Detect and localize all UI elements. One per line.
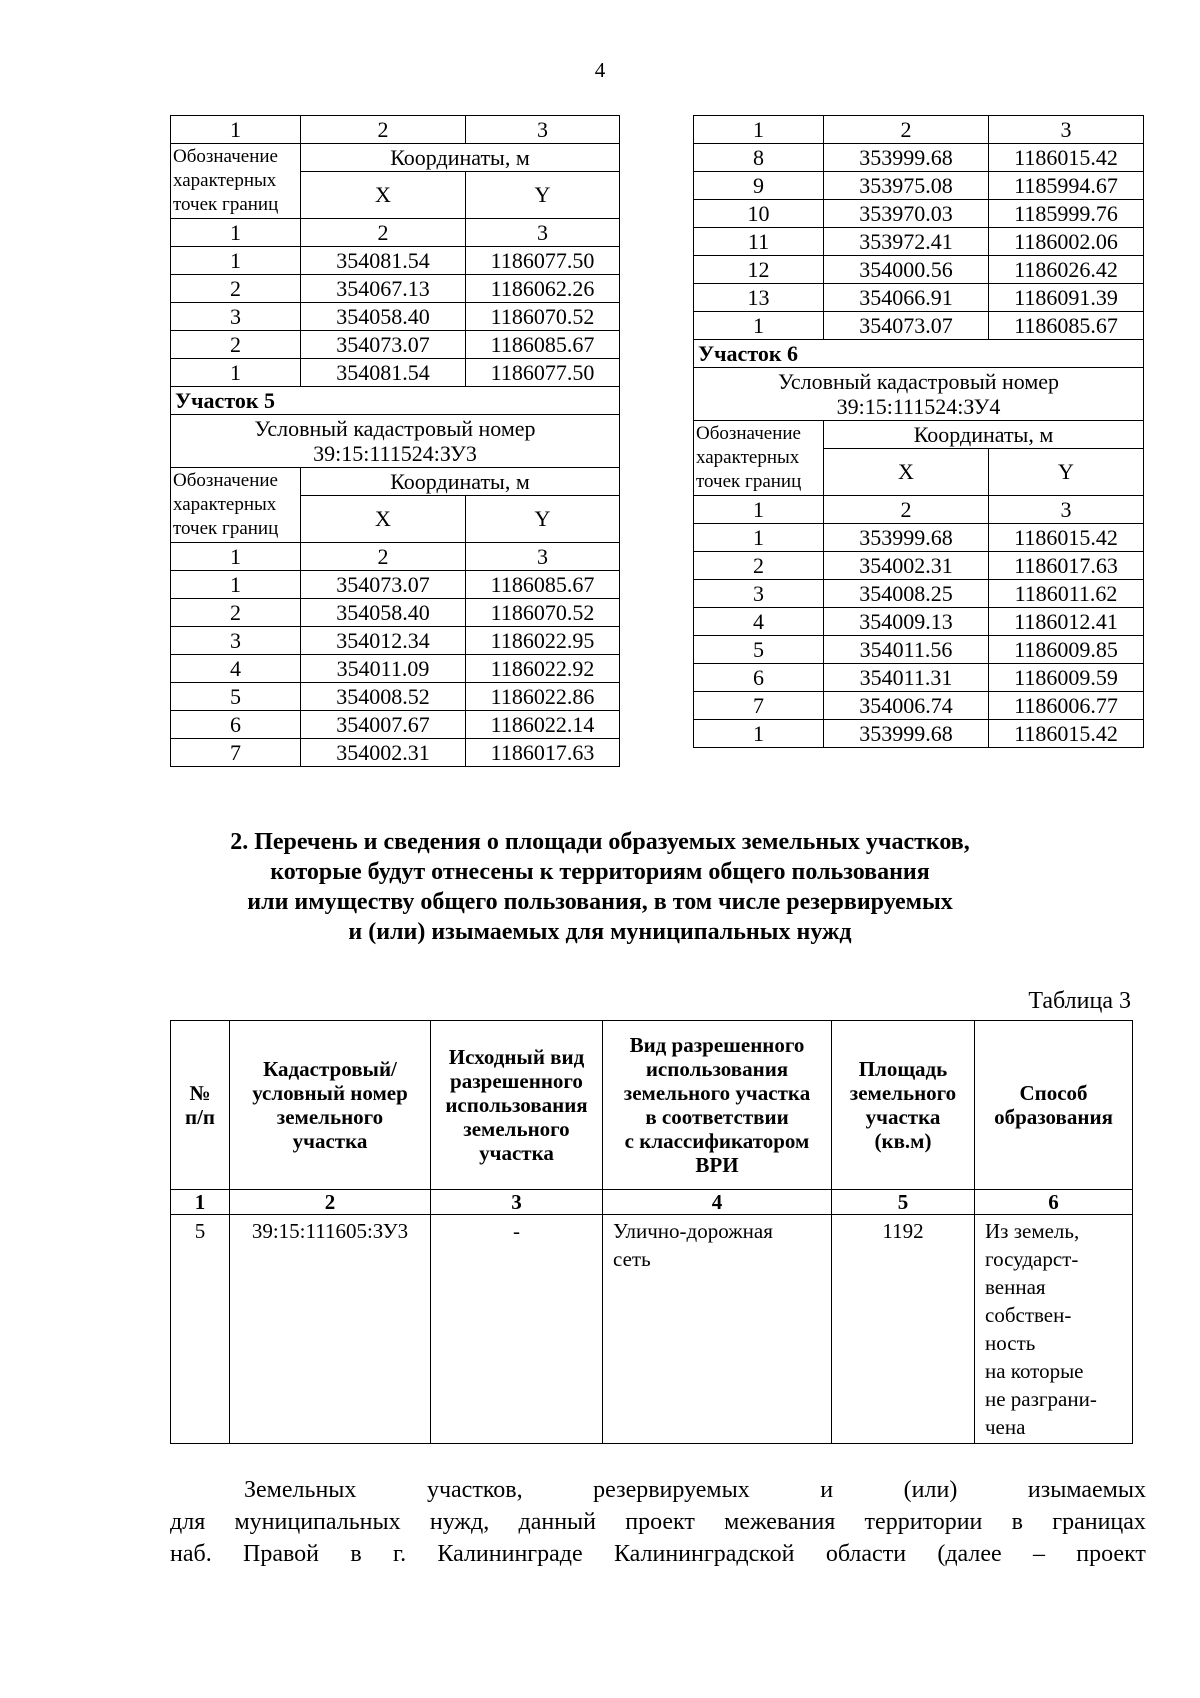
plot-6-cadastral bbox=[694, 368, 1144, 421]
table-row bbox=[694, 608, 1144, 636]
point-number: 2 bbox=[171, 275, 301, 303]
coord-x: 354012.34 bbox=[301, 627, 466, 655]
coord-x: 354081.54 bbox=[301, 247, 466, 275]
coord-x: 354073.07 bbox=[824, 312, 989, 340]
heading-line: которые будут отнесены к территориям общего пользования bbox=[270, 859, 930, 885]
paragraph-word: резервируемых bbox=[593, 1477, 750, 1503]
table-cell: 1 bbox=[694, 116, 824, 144]
point-number: 7 bbox=[694, 692, 824, 720]
point-number: 3 bbox=[171, 303, 301, 331]
table-subheader-numbers-row bbox=[171, 219, 620, 247]
point-number: 2 bbox=[171, 331, 301, 359]
table-cell: 3 bbox=[466, 116, 620, 144]
point-number: 3 bbox=[171, 627, 301, 655]
coords-label: Координаты, м bbox=[301, 144, 620, 172]
coord-y: 1186022.86 bbox=[466, 683, 620, 711]
coord-y: 1186085.67 bbox=[989, 312, 1144, 340]
paragraph-word: – bbox=[1033, 1541, 1045, 1567]
paragraph-line bbox=[170, 1474, 1146, 1506]
table-row bbox=[171, 599, 620, 627]
coord-y: 1186022.95 bbox=[466, 627, 620, 655]
paragraph-word: муниципальных bbox=[234, 1509, 401, 1535]
point-number: 7 bbox=[171, 739, 301, 767]
coord-x: 353970.03 bbox=[824, 200, 989, 228]
table-cell: 3 bbox=[466, 219, 620, 247]
table-subheader-numbers-row bbox=[171, 543, 620, 571]
point-number: 1 bbox=[694, 524, 824, 552]
x-label: X bbox=[301, 496, 466, 543]
coord-y: 1186015.42 bbox=[989, 144, 1144, 172]
y-label: Y bbox=[466, 172, 620, 219]
cadastral-number: 39:15:111524:ЗУ3 bbox=[313, 441, 477, 466]
paragraph-word: в bbox=[350, 1541, 362, 1567]
table-row bbox=[694, 524, 1144, 552]
table-row bbox=[694, 720, 1144, 748]
heading-line: или имуществу общего пользования, в том числе резервируемых bbox=[247, 889, 953, 915]
coord-y: 1186070.52 bbox=[466, 303, 620, 331]
coord-y: 1186009.85 bbox=[989, 636, 1144, 664]
point-number: 6 bbox=[694, 664, 824, 692]
row-original-use: - bbox=[431, 1215, 603, 1444]
coord-y: 1186077.50 bbox=[466, 359, 620, 387]
page-number: 4 bbox=[594, 58, 606, 82]
table-row bbox=[694, 312, 1144, 340]
coord-x: 353972.41 bbox=[824, 228, 989, 256]
coord-x: 354002.31 bbox=[824, 552, 989, 580]
coord-y: 1186012.41 bbox=[989, 608, 1144, 636]
table-subheader-numbers-row bbox=[694, 496, 1144, 524]
coord-y: 1186085.67 bbox=[466, 571, 620, 599]
table-row bbox=[694, 664, 1144, 692]
header-number: № п/п bbox=[171, 1021, 230, 1190]
paragraph-word: Правой bbox=[243, 1541, 320, 1567]
column-number: 6 bbox=[975, 1190, 1133, 1215]
paragraph-word: и bbox=[820, 1477, 834, 1503]
table-cell: 2 bbox=[301, 543, 466, 571]
coord-y: 1186026.42 bbox=[989, 256, 1144, 284]
point-number: 11 bbox=[694, 228, 824, 256]
paragraph-word: межевания bbox=[724, 1509, 836, 1535]
designation-label: Обозначение характерных точек границ bbox=[171, 468, 301, 543]
coord-y: 1186009.59 bbox=[989, 664, 1144, 692]
point-number: 1 bbox=[171, 359, 301, 387]
table-row bbox=[171, 247, 620, 275]
paragraph-word: (далее bbox=[937, 1541, 1002, 1567]
heading-line: и (или) изымаемых для муниципальных нужд bbox=[348, 919, 852, 945]
point-number: 2 bbox=[694, 552, 824, 580]
point-number: 1 bbox=[171, 571, 301, 599]
coord-x: 354081.54 bbox=[301, 359, 466, 387]
table-cell: 3 bbox=[989, 116, 1144, 144]
paragraph-word: данный bbox=[518, 1509, 597, 1535]
paragraph-word: границах bbox=[1052, 1509, 1146, 1535]
coords-label: Координаты, м bbox=[301, 468, 620, 496]
coord-x: 354008.52 bbox=[301, 683, 466, 711]
coordinates-table-right bbox=[693, 115, 1144, 748]
row-permitted-use: Улично-дорожная сеть bbox=[603, 1215, 832, 1444]
cadastral-number: 39:15:111524:ЗУ4 bbox=[836, 394, 1001, 419]
column-number: 4 bbox=[603, 1190, 832, 1215]
paragraph-word: области bbox=[825, 1541, 907, 1567]
coord-x: 354073.07 bbox=[301, 571, 466, 599]
point-number: 13 bbox=[694, 284, 824, 312]
table-header-numbers-row bbox=[694, 116, 1144, 144]
table-3-header-row bbox=[171, 1021, 1133, 1190]
table-row bbox=[171, 275, 620, 303]
paragraph-word: для bbox=[170, 1509, 206, 1535]
row-formation: Из земель, государст- венная собствен- ность на которые не разграни- чена bbox=[975, 1215, 1133, 1444]
table-cell: 1 bbox=[171, 219, 301, 247]
header-permitted-use: Вид разрешенного использования земельного участка в соответствии с классификатором ВРИ bbox=[603, 1021, 832, 1190]
paragraph-word: нужд, bbox=[429, 1509, 490, 1535]
coord-x: 354000.56 bbox=[824, 256, 989, 284]
x-label: X bbox=[301, 172, 466, 219]
cadastral-label: Условный кадастровый номер bbox=[777, 369, 1060, 394]
coord-x: 354067.13 bbox=[301, 275, 466, 303]
table-header-numbers-row bbox=[171, 116, 620, 144]
column-number: 2 bbox=[230, 1190, 431, 1215]
table-row bbox=[171, 1215, 1133, 1444]
heading-line: 2. Перечень и сведения о площади образуемых земельных участков, bbox=[230, 829, 970, 855]
point-number: 5 bbox=[171, 683, 301, 711]
paragraph-word: Калининграде bbox=[437, 1541, 583, 1567]
point-number: 3 bbox=[694, 580, 824, 608]
point-number: 1 bbox=[694, 720, 824, 748]
section-heading bbox=[0, 827, 1200, 947]
paragraph-word: проект bbox=[1076, 1541, 1146, 1567]
header-cadastral: Кадастровый/ условный номер земельного участка bbox=[230, 1021, 431, 1190]
table-row bbox=[694, 256, 1144, 284]
table-cell: 2 bbox=[824, 116, 989, 144]
point-number: 4 bbox=[171, 655, 301, 683]
row-number: 5 bbox=[171, 1215, 230, 1444]
paragraph-word: проект bbox=[625, 1509, 695, 1535]
coord-y: 1186070.52 bbox=[466, 599, 620, 627]
table-row bbox=[694, 284, 1144, 312]
coord-y: 1185994.67 bbox=[989, 172, 1144, 200]
table-row bbox=[694, 200, 1144, 228]
point-number: 8 bbox=[694, 144, 824, 172]
table-row bbox=[171, 303, 620, 331]
coord-x: 354011.31 bbox=[824, 664, 989, 692]
coord-y: 1186006.77 bbox=[989, 692, 1144, 720]
table-3-column-numbers-row bbox=[171, 1190, 1133, 1215]
column-number: 1 bbox=[171, 1190, 230, 1215]
coord-y: 1186015.42 bbox=[989, 720, 1144, 748]
coord-y: 1186091.39 bbox=[989, 284, 1144, 312]
y-label: Y bbox=[989, 449, 1144, 496]
y-label: Y bbox=[466, 496, 620, 543]
coord-x: 354011.09 bbox=[301, 655, 466, 683]
point-number: 12 bbox=[694, 256, 824, 284]
paragraph-line bbox=[170, 1538, 1146, 1570]
column-number: 5 bbox=[832, 1190, 975, 1215]
plot-5-cadastral bbox=[171, 415, 620, 468]
coords-label: Координаты, м bbox=[824, 421, 1144, 449]
designation-label: Обозначение характерных точек границ bbox=[694, 421, 824, 496]
table-cell: 1 bbox=[171, 116, 301, 144]
coord-y: 1186002.06 bbox=[989, 228, 1144, 256]
table-row bbox=[694, 580, 1144, 608]
table-row bbox=[171, 331, 620, 359]
point-number: 4 bbox=[694, 608, 824, 636]
coord-x: 353999.68 bbox=[824, 144, 989, 172]
coord-x: 353975.08 bbox=[824, 172, 989, 200]
table-cell: 3 bbox=[989, 496, 1144, 524]
paragraph-word: (или) bbox=[903, 1477, 958, 1503]
coord-x: 354011.56 bbox=[824, 636, 989, 664]
table-row bbox=[694, 144, 1144, 172]
body-paragraph bbox=[170, 1474, 1146, 1570]
paragraph-word: территории bbox=[864, 1509, 983, 1535]
cadastral-label: Условный кадастровый номер bbox=[254, 416, 536, 441]
coord-y: 1185999.76 bbox=[989, 200, 1144, 228]
coord-x: 354002.31 bbox=[301, 739, 466, 767]
point-number: 2 bbox=[171, 599, 301, 627]
designation-label: Обозначение характерных точек границ bbox=[171, 144, 301, 219]
table-cell: 3 bbox=[466, 543, 620, 571]
coord-x: 353999.68 bbox=[824, 720, 989, 748]
coord-x: 354066.91 bbox=[824, 284, 989, 312]
table-cell: 2 bbox=[301, 116, 466, 144]
header-formation: Способ образования bbox=[975, 1021, 1133, 1190]
header-area: Площадь земельного участка (кв.м) bbox=[832, 1021, 975, 1190]
table-row bbox=[171, 571, 620, 599]
paragraph-word: Калининградской bbox=[613, 1541, 795, 1567]
coord-x: 354009.13 bbox=[824, 608, 989, 636]
point-number: 5 bbox=[694, 636, 824, 664]
coord-y: 1186017.63 bbox=[989, 552, 1144, 580]
table-row bbox=[171, 711, 620, 739]
table-cell: 1 bbox=[171, 543, 301, 571]
table-row bbox=[694, 172, 1144, 200]
table-cell: 2 bbox=[824, 496, 989, 524]
coord-x: 354007.67 bbox=[301, 711, 466, 739]
plot-6-title: Участок 6 bbox=[694, 340, 1144, 368]
table-row bbox=[171, 683, 620, 711]
coord-x: 353999.68 bbox=[824, 524, 989, 552]
paragraph-word: изымаемых bbox=[1027, 1477, 1146, 1503]
coord-x: 354058.40 bbox=[301, 599, 466, 627]
point-number: 1 bbox=[694, 312, 824, 340]
table-row bbox=[694, 692, 1144, 720]
x-label: X bbox=[824, 449, 989, 496]
table-row bbox=[171, 627, 620, 655]
coordinates-table-left bbox=[170, 115, 620, 767]
coord-y: 1186015.42 bbox=[989, 524, 1144, 552]
header-original-use: Исходный вид разрешенного использования земельного участка bbox=[431, 1021, 603, 1190]
coord-y: 1186077.50 bbox=[466, 247, 620, 275]
table-row bbox=[694, 228, 1144, 256]
point-number: 9 bbox=[694, 172, 824, 200]
coord-y: 1186011.62 bbox=[989, 580, 1144, 608]
table-cell: 2 bbox=[301, 219, 466, 247]
coord-y: 1186022.92 bbox=[466, 655, 620, 683]
table-row bbox=[694, 552, 1144, 580]
table-3 bbox=[170, 1020, 1133, 1444]
paragraph-word: наб. bbox=[170, 1541, 212, 1567]
paragraph-word: в bbox=[1011, 1509, 1023, 1535]
table-row bbox=[171, 359, 620, 387]
column-number: 3 bbox=[431, 1190, 603, 1215]
coord-y: 1186085.67 bbox=[466, 331, 620, 359]
table-row bbox=[171, 655, 620, 683]
paragraph-line bbox=[170, 1506, 1146, 1538]
table-row bbox=[171, 739, 620, 767]
paragraph-word: г. bbox=[392, 1541, 407, 1567]
paragraph-word: Земельных bbox=[244, 1477, 357, 1503]
coord-x: 354058.40 bbox=[301, 303, 466, 331]
table-cell: 1 bbox=[694, 496, 824, 524]
table-3-label: Таблица 3 bbox=[1028, 988, 1131, 1014]
coord-y: 1186022.14 bbox=[466, 711, 620, 739]
coord-y: 1186062.26 bbox=[466, 275, 620, 303]
row-cadastral: 39:15:111605:ЗУ3 bbox=[230, 1215, 431, 1444]
paragraph-word: участков, bbox=[426, 1477, 523, 1503]
point-number: 10 bbox=[694, 200, 824, 228]
coord-x: 354073.07 bbox=[301, 331, 466, 359]
point-number: 6 bbox=[171, 711, 301, 739]
table-row bbox=[694, 636, 1144, 664]
coord-x: 354006.74 bbox=[824, 692, 989, 720]
plot-5-title: Участок 5 bbox=[171, 387, 620, 415]
row-area: 1192 bbox=[832, 1215, 975, 1444]
point-number: 1 bbox=[171, 247, 301, 275]
coord-y: 1186017.63 bbox=[466, 739, 620, 767]
coord-x: 354008.25 bbox=[824, 580, 989, 608]
